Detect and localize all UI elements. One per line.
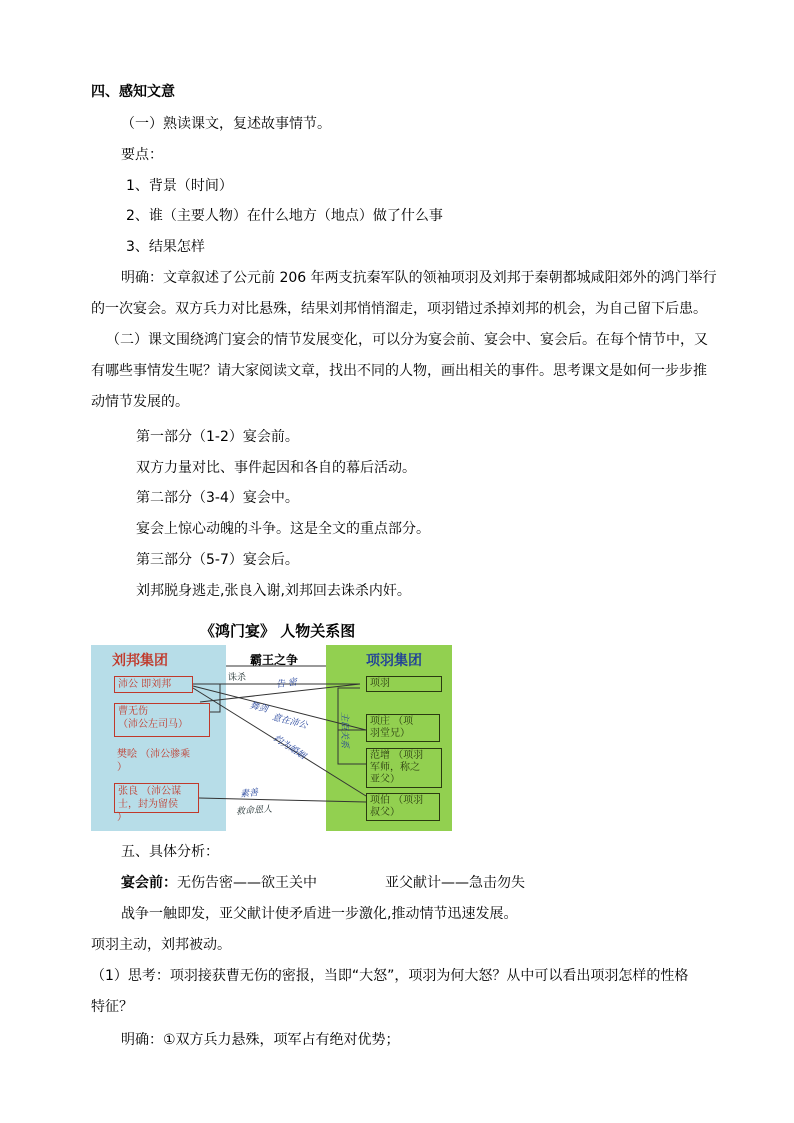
section-heading-4: 四、感知文意 <box>91 84 175 100</box>
before-label: 宴会前： <box>121 875 177 891</box>
diagram-title: 《鸿门宴》 人物关系图 <box>200 622 356 640</box>
person-fan-kuai: 樊哙 （沛公骖乘 ） <box>117 749 191 773</box>
relation-kill: 诛杀 <box>228 673 247 683</box>
part-2: 第二部分（3-4）宴会中。 <box>136 490 299 506</box>
person-xiang-yu: 项羽 <box>366 676 442 692</box>
part-2-desc: 宴会上惊心动魄的斗争。这是全文的重点部分。 <box>136 521 430 537</box>
liu-group-title: 刘邦集团 <box>112 653 168 669</box>
person-cao-wushang: 曹无伤 （沛公左司马） <box>114 703 210 737</box>
person-zhang-liang: 张良 （沛公谋 士，封为留侯 <box>114 783 199 813</box>
part-1-desc: 双方力量对比、事件起因和各自的幕后活动。 <box>136 460 416 476</box>
point-1: 1、背景（时间） <box>126 178 233 194</box>
war-line: 战争一触即发，亚父献计使矛盾进一步激化,推动情节迅速发展。 <box>121 906 518 922</box>
before-a: 无伤告密——欲王关中 <box>177 875 317 891</box>
before-banquet-row <box>121 873 317 893</box>
subheading-1: （一）熟读课文，复述故事情节。 <box>121 116 331 132</box>
before-b: 亚父献计——急击勿失 <box>385 875 525 891</box>
zhang-liang-tail: ） <box>117 812 127 823</box>
point-3: 3、结果怎样 <box>126 239 205 255</box>
clarify-line: 明确：①双方兵力悬殊，项军占有绝对优势； <box>121 1032 400 1048</box>
conflict-label: 霸王之争 <box>250 653 299 667</box>
points-label: 要点： <box>121 147 163 163</box>
part-3-desc: 刘邦脱身逃走,张良入谢,刘邦回去诛杀内奸。 <box>136 583 411 599</box>
clarify-line-2: 的一次宴会。双方兵力对比悬殊，结果刘邦悄悄溜走，项羽错过杀掉刘邦的机会，为自己留下后患。 <box>91 301 707 317</box>
relation-inform: 告 密 <box>275 677 298 691</box>
clarify-line-1: 明确：文章叙述了公元前 206 年两支抗秦军队的领袖项羽及刘邦于秦朝都城咸阳郊外的鸿门举行 <box>121 270 717 286</box>
person-xiang-bo: 项伯 （项羽 叔父） <box>366 793 440 821</box>
person-xiang-zhuang: 项庄 （项 羽堂兄） <box>366 714 440 742</box>
part-1: 第一部分（1-2）宴会前。 <box>136 429 299 445</box>
relation-savior: 救命恩人 <box>235 804 273 818</box>
relation-kin: 约为婚姻 <box>271 733 308 762</box>
think-line-1: （1）思考：项羽接获曹无伤的密报，当即“大怒”，项羽为何大怒？从中可以看出项羽怎样的性格 <box>91 968 689 984</box>
subheading-2-line-2: 有哪些事情发生呢？请大家阅读文章，找出不同的人物，画出相关的事件。思考课文是如何一步步推 <box>91 363 707 379</box>
initiative-line: 项羽主动，刘邦被动。 <box>91 937 231 953</box>
relation-trust: 素善 <box>239 788 259 800</box>
relation-sword-dance: 舞剑 <box>248 700 269 715</box>
relation-target: 意在沛公 <box>270 712 309 732</box>
person-liu-bang: 沛公 即刘邦 <box>114 676 193 693</box>
point-2: 2、谁（主要人物）在什么地方（地点）做了什么事 <box>126 208 443 224</box>
section-heading-5: 五、具体分析： <box>121 844 219 860</box>
think-line-2: 特征？ <box>91 999 133 1015</box>
subheading-2-line-3: 动情节发展的。 <box>91 394 189 410</box>
person-fan-zeng: 范增 （项羽 军师，称之 亚父） <box>366 748 442 788</box>
xiang-group-title: 项羽集团 <box>366 653 422 669</box>
relation-king-subject: 主臣关系 <box>339 712 349 749</box>
part-3: 第三部分（5-7）宴会后。 <box>136 552 299 568</box>
subheading-2-line-1: （二）课文围绕鸿门宴会的情节发展变化，可以分为宴会前、宴会中、宴会后。在每个情节中，又 <box>106 332 708 348</box>
